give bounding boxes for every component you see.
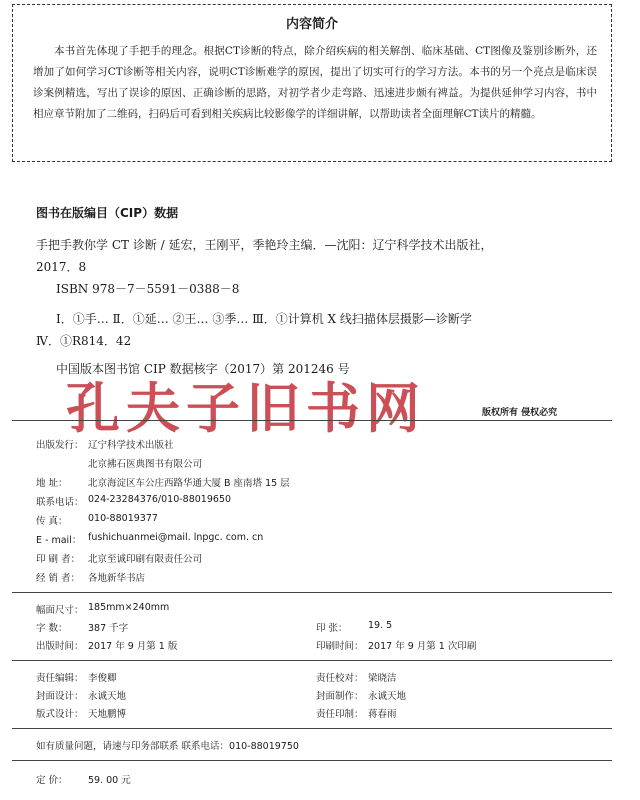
- address-value: 北京海淀区车公庄西路华通大厦 B 座南塔 15 层: [88, 478, 290, 489]
- print-resp-value: 蒋春雨: [368, 709, 397, 720]
- divider-5: [12, 760, 612, 761]
- cip-class-line1: Ⅰ．①手… Ⅱ．①延… ②王… ③季… Ⅲ．①计算机 X 线扫描体层摄影—诊断学: [56, 312, 472, 326]
- divider-3: [12, 660, 612, 661]
- layout-label: 版式设计：: [36, 709, 84, 720]
- cip-isbn: ISBN 978－7－5591－0388－8: [56, 282, 240, 296]
- cip-date-line: 2017．8: [36, 260, 87, 274]
- words-label: 字 数：: [36, 623, 68, 634]
- watermark: 孔夫子旧书网: [66, 376, 426, 440]
- synopsis-title: 内容简介: [285, 17, 338, 32]
- pubtime-label: 出版时间：: [36, 641, 84, 652]
- cip-class-line2: Ⅳ．①R814．42: [36, 334, 132, 348]
- printer-value: 北京至诚印刷有限责任公司: [88, 554, 203, 565]
- divider-4: [12, 728, 612, 729]
- address-label: 地 址：: [36, 478, 68, 489]
- printer-label: 印 刷 者：: [36, 554, 81, 565]
- distributor-value: 各地新华书店: [88, 573, 146, 584]
- copyright-notice: 版权所有 侵权必究: [482, 408, 558, 418]
- phone-value: 024-23284376/010-88019650: [88, 494, 232, 505]
- price-label: 定 价：: [36, 775, 68, 786]
- fax-value: 010-88019377: [88, 513, 158, 524]
- cover-design-label: 封面设计：: [36, 691, 84, 702]
- publisher-name-2: 北京拂石医典图书有限公司: [88, 459, 203, 470]
- phone-label: 联系电话：: [36, 497, 84, 508]
- cip-title-line: 手把手教你学 CT 诊断 / 延宏，王刚平，季艳玲主编．—沈阳：辽宁科学技术出版社，: [36, 238, 493, 252]
- price-value: 59. 00 元: [88, 775, 131, 786]
- proof-label: 责任校对：: [316, 673, 364, 684]
- synopsis-body: 本书首先体现了手把手的理念。根据CT诊断的特点，除介绍疾病的相关解剖、临床基础、CT图像及鉴别诊断外，还增加了如何学习CT诊断等相关内容，说明CT诊断难学的原因，提出了切实可行的学习方法。本书的另一个亮点是临床误诊案例精选，写出了误诊的原因、正确诊断的思路，对初学者少走弯路、迅速进步颇有裨益。为提供延伸学习内容，书中相应章节附加了二维码，扫码后可看到相关疾病比较影像学的详细讲解，以帮助读者全面理解CT读片的精髓。: [33, 45, 597, 120]
- sheets-label: 印 张：: [316, 623, 348, 634]
- cip-heading: 图书在版编目（CIP）数据: [36, 206, 179, 220]
- words-value: 387 千字: [88, 623, 129, 634]
- print-resp-label: 责任印制：: [316, 709, 364, 720]
- publisher-name: 辽宁科学技术出版社: [88, 440, 174, 451]
- printtime-label: 印刷时间：: [316, 641, 364, 652]
- size-label: 幅面尺寸：: [36, 605, 84, 616]
- cover-make-value: 永诚天地: [368, 691, 407, 702]
- divider-top: [12, 420, 612, 421]
- cip-library-line: 中国版本图书馆 CIP 数据核字（2017）第 201246 号: [56, 362, 350, 376]
- distributor-label: 经 销 者：: [36, 573, 81, 584]
- editor-value: 李俊卿: [88, 673, 117, 684]
- cover-make-label: 封面制作：: [316, 691, 364, 702]
- email-label: E - mail：: [36, 535, 82, 546]
- divider-2: [12, 592, 612, 593]
- editor-label: 责任编辑：: [36, 673, 84, 684]
- email-value: fushichuanmei@mail. lnpgc. com. cn: [88, 532, 264, 543]
- proof-value: 梁晓洁: [368, 673, 397, 684]
- publisher-label: 出版发行：: [36, 440, 84, 451]
- cover-design-value: 永诚天地: [88, 691, 127, 702]
- synopsis-box: [12, 4, 612, 162]
- fax-label: 传 真：: [36, 516, 68, 527]
- printtime-value: 2017 年 9 月第 1 次印刷: [368, 641, 477, 652]
- pubtime-value: 2017 年 9 月第 1 版: [88, 641, 178, 652]
- layout-value: 天地鹏博: [88, 709, 127, 720]
- quality-notice: 如有质量问题，请速与印务部联系 联系电话：010-88019750: [36, 741, 299, 752]
- sheets-value: 19. 5: [368, 620, 393, 631]
- size-value: 185mm×240mm: [88, 602, 170, 613]
